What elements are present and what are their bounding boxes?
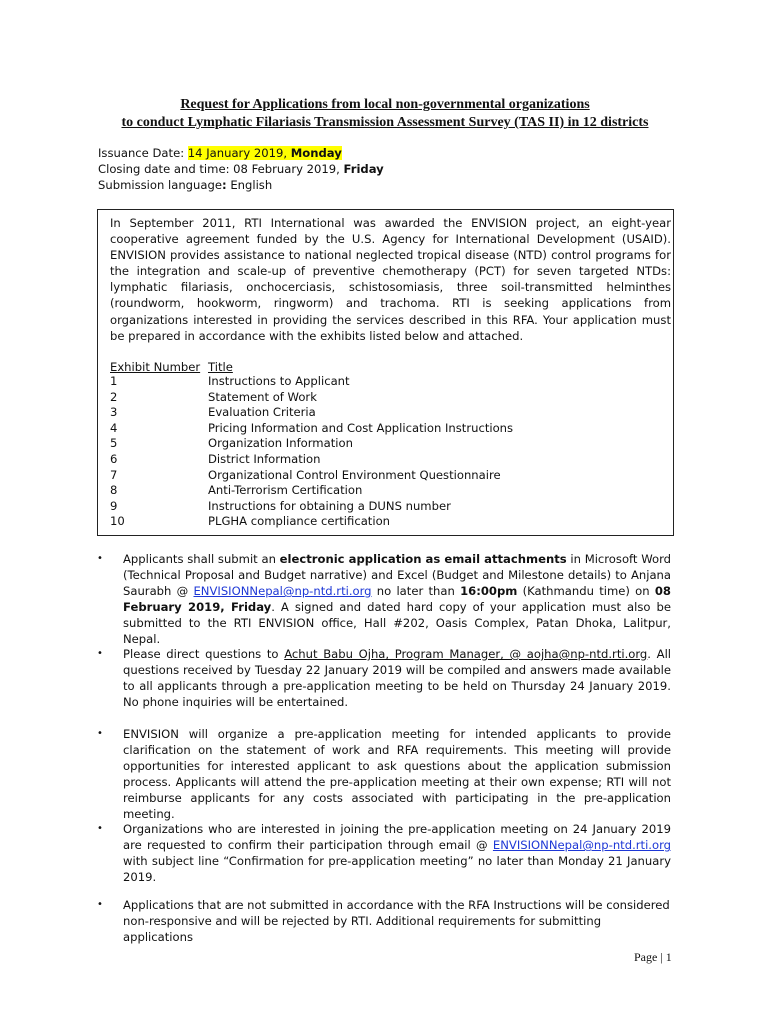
language-value: English — [226, 178, 273, 192]
exhibit-number: 8 — [110, 483, 118, 498]
closing-date-line — [98, 161, 384, 177]
exhibit-row — [0, 514, 770, 530]
language-label: Submission language — [98, 178, 222, 192]
text-run: . A signed and dated hard copy of your application must also be submitted to the RTI ENVISION office, Hall #202, Oasis Complex, Patan Dhoka, Lalitpur, Nepal. — [123, 600, 671, 646]
issuance-day: Monday — [290, 146, 342, 160]
bullet-icon: • — [97, 553, 103, 564]
text-run: Please direct questions to — [123, 647, 285, 661]
exhibit-number: 5 — [110, 436, 118, 451]
exhibit-row — [0, 499, 770, 515]
text-run-bold: 08 February 2019, Friday — [123, 584, 671, 614]
bullet-icon: • — [97, 899, 103, 910]
text-run: Applicants shall submit an — [123, 552, 280, 566]
text-run: in Microsoft Word (Technical Proposal and Budget narrative) and Excel (Budget and Milestone details) to Anjana Saurabh @ — [123, 552, 671, 598]
email-link[interactable]: ENVISIONNepal@np-ntd.rti.org — [193, 584, 372, 598]
exhibit-number: 9 — [110, 498, 118, 513]
closing-label: Closing date and time: 08 February 2019, — [98, 162, 344, 176]
document-title-line-1: Request for Applications from local non-governmental organizations — [180, 97, 590, 112]
exhibit-row — [0, 374, 770, 390]
bullet-icon: • — [97, 823, 103, 834]
text-run: with subject line “Confirmation for pre-application meeting” no later than Monday 21 January 2019. — [123, 854, 671, 884]
text-run-bold: electronic application as email attachments — [279, 552, 567, 566]
exhibit-title: Instructions to Applicant — [208, 374, 350, 388]
exhibit-number: 1 — [110, 374, 118, 388]
exhibit-title: Instructions for obtaining a DUNS number — [208, 498, 451, 513]
issuance-date: 14 January 2019, — [187, 146, 291, 160]
exhibit-row — [0, 390, 770, 406]
pre-application-meeting-paragraph: ENVISION will organize a pre-application meeting for intended applicants to provide clarification on the statement of work and RFA requirements. This meeting will provide opportunities for interested applicant to ask questions about the application submission process. Applicants will attend the pre-application meeting at their own expense; RTI will not reimburse applicants for any costs associated with participating in the pre-application meeting. — [123, 727, 671, 821]
exhibit-row — [0, 483, 770, 499]
exhibit-title: Evaluation Criteria — [208, 405, 316, 420]
exhibit-row — [0, 421, 770, 437]
meeting-confirmation-paragraph — [123, 821, 671, 885]
text-run: no later than — [371, 584, 461, 598]
exhibit-row — [0, 468, 770, 484]
exhibit-title: Organization Information — [208, 436, 353, 451]
contact-underlined: Achut Babu Ojha, Program Manager, @ aojha@np-ntd.rti.org — [284, 647, 648, 661]
exhibit-number: 6 — [110, 452, 118, 466]
exhibit-title: Pricing Information and Cost Application Instructions — [208, 420, 514, 435]
page-number: Page | 1 — [634, 950, 672, 964]
bullet-icon: • — [97, 648, 103, 659]
exhibit-title: District Information — [208, 452, 321, 466]
exhibit-number: 2 — [110, 389, 118, 404]
submission-instructions-paragraph — [123, 551, 671, 647]
text-run: . All questions received by Tuesday 22 January 2019 will be compiled and answers made available to all applicants through a pre-application meeting to be held on Thursday 24 January 2019. No phone inquiries will be entertained. — [123, 647, 672, 709]
exhibit-row — [0, 436, 770, 452]
exhibit-title-header: Title — [208, 360, 233, 374]
exhibit-row — [0, 452, 770, 468]
language-colon: : — [222, 178, 227, 192]
submission-language-line — [98, 177, 272, 193]
exhibit-title: Statement of Work — [208, 389, 317, 404]
exhibit-number: 10 — [110, 514, 125, 529]
exhibit-row — [0, 405, 770, 421]
issuance-date-highlight — [188, 146, 342, 160]
exhibit-title: PLGHA compliance certification — [208, 514, 391, 529]
questions-paragraph — [123, 646, 671, 710]
text-run-bold: 16:00pm — [460, 584, 518, 598]
exhibit-title: Organizational Control Environment Questionnaire — [208, 467, 501, 482]
closing-day: Friday — [343, 162, 384, 176]
exhibit-number: 3 — [110, 405, 118, 420]
issuance-label: Issuance Date: — [98, 146, 188, 160]
email-link[interactable]: ENVISIONNepal@np-ntd.rti.org — [492, 838, 671, 852]
bullet-icon: • — [97, 728, 103, 739]
text-run: (Kathmandu time) on — [517, 584, 655, 598]
exhibit-number: 7 — [110, 467, 118, 482]
document-title-line-2: to conduct Lymphatic Filariasis Transmission Assessment Survey (TAS II) in 12 districts — [121, 115, 649, 130]
non-responsive-paragraph: Applications that are not submitted in accordance with the RFA Instructions will be considered non-responsive and will be rejected by RTI. Additional requirements for submitting applications — [123, 898, 670, 944]
exhibit-number-header: Exhibit Number — [110, 360, 201, 374]
issuance-date-line — [98, 145, 342, 161]
text-run: Organizations who are interested in joining the pre-application meeting on 24 January 2019 are requested to confirm their participation through email @ — [123, 822, 671, 852]
intro-paragraph: In September 2011, RTI International was awarded the ENVISION project, an eight-year cooperative agreement funded by the U.S. Agency for International Development (USAID). ENVISION provides assistance to national neglected tropical disease (NTD) control programs for the integration and scale-up of preventive chemotherapy (PCT) for seven targeted NTDs: lymphatic filariasis, onchocerciasis, schistosomiasis, three soil-transmitted helminthes (roundworm, hookworm, ringworm) and trachoma. RTI is seeking applications from organizations interested in providing the services described in this RFA. Your application must be prepared in accordance with the exhibits listed below and attached. — [110, 216, 671, 343]
exhibit-title: Anti-Terrorism Certification — [208, 483, 363, 498]
exhibit-number: 4 — [110, 420, 118, 435]
